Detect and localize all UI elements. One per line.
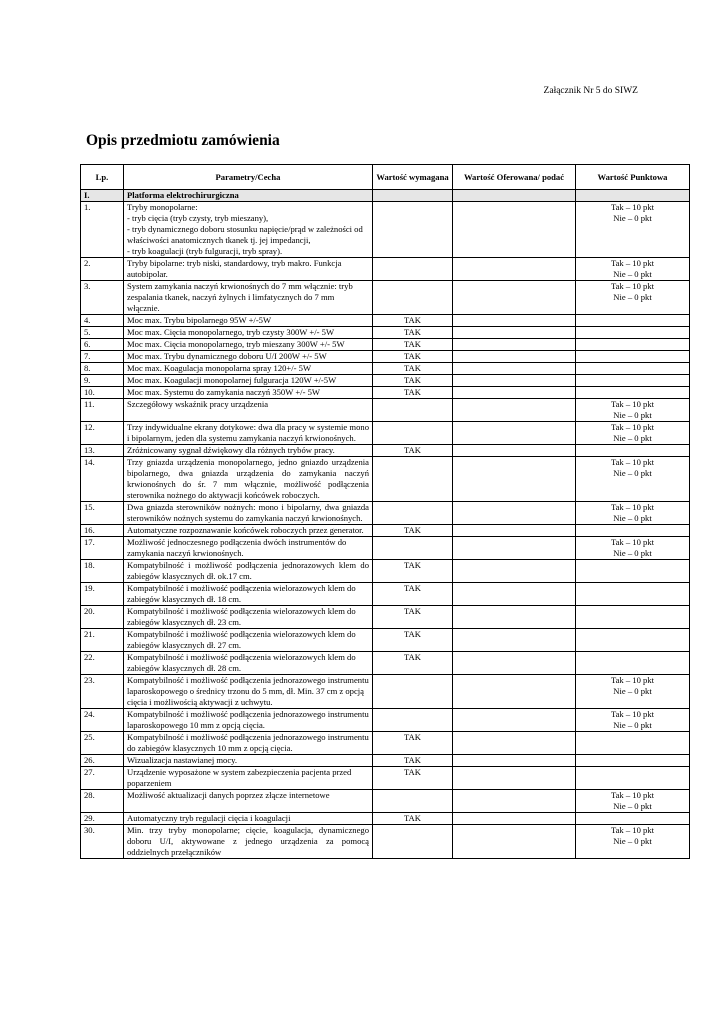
row-offered-value	[453, 525, 576, 537]
table-row	[81, 560, 690, 583]
header-parameters: Parametry/Cecha	[124, 165, 373, 190]
table-row	[81, 351, 690, 363]
table-row	[81, 399, 690, 422]
section-lp: I.	[81, 190, 124, 202]
row-lp: 2.	[81, 258, 124, 281]
specification-table	[80, 164, 690, 859]
row-parameter: Tryby bipolarne: tryb niski, standardowy, tryb makro. Funkcja autobipolar.	[124, 258, 373, 281]
row-score: Tak – 10 pkt Nie – 0 pkt	[576, 202, 690, 258]
row-parameter: Kompatybilność i możliwość podłączenia wielorazowych klem do zabiegów klasycznych dł. 18 cm.	[124, 583, 373, 606]
row-parameter: Moc max. Trybu bipolarnego 95W +/-5W	[124, 315, 373, 327]
row-lp: 27.	[81, 767, 124, 790]
row-parameter: Szczegółowy wskaźnik pracy urządzenia	[124, 399, 373, 422]
row-lp: 14.	[81, 457, 124, 502]
row-offered-value	[453, 755, 576, 767]
row-required-value: TAK	[373, 375, 453, 387]
table-row	[81, 457, 690, 502]
table-row	[81, 363, 690, 375]
row-parameter: Moc max. Systemu do zamykania naczyń 350W +/- 5W	[124, 387, 373, 399]
row-lp: 6.	[81, 339, 124, 351]
row-lp: 19.	[81, 583, 124, 606]
row-score	[576, 387, 690, 399]
table-row	[81, 675, 690, 709]
row-required-value	[373, 457, 453, 502]
row-score	[576, 315, 690, 327]
row-score	[576, 813, 690, 825]
row-required-value: TAK	[373, 755, 453, 767]
row-offered-value	[453, 399, 576, 422]
row-required-value	[373, 202, 453, 258]
row-score	[576, 629, 690, 652]
row-offered-value	[453, 583, 576, 606]
row-parameter: Kompatybilność i możliwość podłączenia wielorazowych klem do zabiegów klasycznych dł. 28 cm.	[124, 652, 373, 675]
table-row	[81, 709, 690, 732]
row-offered-value	[453, 790, 576, 813]
row-offered-value	[453, 202, 576, 258]
table-row	[81, 422, 690, 445]
row-required-value	[373, 502, 453, 525]
row-parameter: Możliwość aktualizacji danych poprzez złącze internetowe	[124, 790, 373, 813]
row-offered-value	[453, 537, 576, 560]
row-required-value: TAK	[373, 732, 453, 755]
row-score	[576, 445, 690, 457]
row-offered-value	[453, 675, 576, 709]
row-score	[576, 767, 690, 790]
row-required-value: TAK	[373, 315, 453, 327]
row-offered-value	[453, 825, 576, 859]
row-offered-value	[453, 327, 576, 339]
annex-label: Załącznik Nr 5 do SIWZ	[543, 86, 638, 96]
row-score	[576, 327, 690, 339]
header-lp: Lp.	[81, 165, 124, 190]
row-parameter: Moc max. Koagulacji monopolarnej fulguracja 120W +/-5W	[124, 375, 373, 387]
row-parameter: Moc max. Cięcia monopolarnego, tryb mieszany 300W +/- 5W	[124, 339, 373, 351]
row-required-value: TAK	[373, 767, 453, 790]
row-required-value: TAK	[373, 327, 453, 339]
row-required-value: TAK	[373, 445, 453, 457]
row-score: Tak – 10 pkt Nie – 0 pkt	[576, 457, 690, 502]
row-lp: 7.	[81, 351, 124, 363]
row-offered-value	[453, 281, 576, 315]
row-parameter: Kompatybilność i możliwość podłączenia jednorazowego instrumentu laparoskopowego o średnicy trzonu do 5 mm, dł. Min. 37 cm z opcją cięcia i możliwością aktywacji z uchwytu.	[124, 675, 373, 709]
table-header-row	[81, 165, 690, 190]
row-lp: 4.	[81, 315, 124, 327]
row-score: Tak – 10 pkt Nie – 0 pkt	[576, 422, 690, 445]
row-offered-value	[453, 422, 576, 445]
row-required-value	[373, 281, 453, 315]
row-lp: 1.	[81, 202, 124, 258]
row-score	[576, 732, 690, 755]
table-row	[81, 387, 690, 399]
row-required-value: TAK	[373, 606, 453, 629]
row-score: Tak – 10 pkt Nie – 0 pkt	[576, 709, 690, 732]
row-required-value	[373, 675, 453, 709]
row-score	[576, 652, 690, 675]
row-parameter: Moc max. Koagulacja monopolarna spray 120+/- 5W	[124, 363, 373, 375]
table-row	[81, 732, 690, 755]
row-lp: 11.	[81, 399, 124, 422]
row-parameter: Możliwość jednoczesnego podłączenia dwóch instrumentów do zamykania naczyń krwionośnych.	[124, 537, 373, 560]
page-title: Opis przedmiotu zamówienia	[86, 132, 280, 149]
row-score: Tak – 10 pkt Nie – 0 pkt	[576, 825, 690, 859]
table-row	[81, 258, 690, 281]
header-offered-value: Wartość Oferowana/ podać	[453, 165, 576, 190]
row-lp: 8.	[81, 363, 124, 375]
row-offered-value	[453, 315, 576, 327]
row-parameter: Trzy indywidualne ekrany dotykowe: dwa dla pracy w systemie mono i bipolarnym, jeden dla systemu zamykania naczyń krwionośnych.	[124, 422, 373, 445]
row-lp: 24.	[81, 709, 124, 732]
row-lp: 12.	[81, 422, 124, 445]
row-offered-value	[453, 732, 576, 755]
row-required-value: TAK	[373, 525, 453, 537]
row-score	[576, 560, 690, 583]
row-lp: 10.	[81, 387, 124, 399]
row-score	[576, 606, 690, 629]
row-score: Tak – 10 pkt Nie – 0 pkt	[576, 790, 690, 813]
header-score: Wartość Punktowa	[576, 165, 690, 190]
row-required-value: TAK	[373, 560, 453, 583]
row-parameter: Zróżnicowany sygnał dźwiękowy dla różnych trybów pracy.	[124, 445, 373, 457]
table-row	[81, 825, 690, 859]
row-offered-value	[453, 502, 576, 525]
row-lp: 30.	[81, 825, 124, 859]
row-required-value: TAK	[373, 363, 453, 375]
header-required-value: Wartość wymagana	[373, 165, 453, 190]
row-score: Tak – 10 pkt Nie – 0 pkt	[576, 537, 690, 560]
table-row	[81, 339, 690, 351]
table-row	[81, 281, 690, 315]
table-row	[81, 790, 690, 813]
row-parameter: Urządzenie wyposażone w system zabezpieczenia pacjenta przed poparzeniem	[124, 767, 373, 790]
row-lp: 29.	[81, 813, 124, 825]
row-parameter: Kompatybilność i możliwość podłączenia jednorazowych klem do zabiegów klasycznych dł. ok.17 cm.	[124, 560, 373, 583]
row-score: Tak – 10 pkt Nie – 0 pkt	[576, 258, 690, 281]
row-parameter: Trzy gniazda urządzenia monopolarnego, jedno gniazdo urządzenia bipolarnego, dwa gniazda urządzenia do zamykania naczyń krwionośnych do śr. 7 mm włącznie, możliwość podłączenia sterownika nożnego do aktywacji końcówek roboczych.	[124, 457, 373, 502]
table-row	[81, 375, 690, 387]
row-required-value: TAK	[373, 583, 453, 606]
row-parameter: Kompatybilność i możliwość podłączenia wielorazowych klem do zabiegów klasycznych dł. 27 cm.	[124, 629, 373, 652]
row-required-value: TAK	[373, 339, 453, 351]
row-lp: 18.	[81, 560, 124, 583]
row-required-value	[373, 258, 453, 281]
table-row	[81, 767, 690, 790]
row-offered-value	[453, 629, 576, 652]
row-offered-value	[453, 351, 576, 363]
table-row	[81, 652, 690, 675]
row-score: Tak – 10 pkt Nie – 0 pkt	[576, 675, 690, 709]
table-row	[81, 202, 690, 258]
table-row	[81, 606, 690, 629]
row-lp: 26.	[81, 755, 124, 767]
table-row	[81, 583, 690, 606]
row-parameter: Automatyczny tryb regulacji cięcia i koagulacji	[124, 813, 373, 825]
table-row	[81, 502, 690, 525]
row-parameter: Min. trzy tryby monopolarne; cięcie, koagulacja, dynamicznego doboru U/I, aktywowane z jednego urządzenia za pomocą oddzielnych przełączników	[124, 825, 373, 859]
row-lp: 21.	[81, 629, 124, 652]
row-offered-value	[453, 813, 576, 825]
row-offered-value	[453, 445, 576, 457]
row-parameter: Moc max. Cięcia monopolarnego, tryb czysty 300W +/- 5W	[124, 327, 373, 339]
row-lp: 17.	[81, 537, 124, 560]
row-offered-value	[453, 375, 576, 387]
row-score: Tak – 10 pkt Nie – 0 pkt	[576, 502, 690, 525]
row-lp: 20.	[81, 606, 124, 629]
row-parameter: Dwa gniazda sterowników nożnych: mono i bipolarny, dwa gniazda sterowników nożnych systemu do zamykania naczyń krwionośnych.	[124, 502, 373, 525]
row-lp: 9.	[81, 375, 124, 387]
row-offered-value	[453, 339, 576, 351]
table-row	[81, 813, 690, 825]
table-row	[81, 327, 690, 339]
table-row	[81, 755, 690, 767]
row-required-value	[373, 422, 453, 445]
row-parameter: Tryby monopolarne: - tryb cięcia (tryb czysty, tryb mieszany), - tryb dynamicznego doboru stosunku napięcie/prąd w zależności od właściwości anatomicznych tkanek tj. jej impedancji, - tryb koagulacji (tryb fulguracji, tryb spray).	[124, 202, 373, 258]
row-parameter: Kompatybilność i możliwość podłączenia jednorazowego instrumentu do zabiegów klasycznych 10 mm z opcją cięcia.	[124, 732, 373, 755]
row-score	[576, 351, 690, 363]
row-offered-value	[453, 457, 576, 502]
row-lp: 5.	[81, 327, 124, 339]
row-offered-value	[453, 363, 576, 375]
row-required-value: TAK	[373, 351, 453, 363]
row-lp: 28.	[81, 790, 124, 813]
row-required-value: TAK	[373, 387, 453, 399]
section-name: Platforma elektrochirurgiczna	[124, 190, 373, 202]
row-required-value: TAK	[373, 652, 453, 675]
row-parameter: Wizualizacja nastawianej mocy.	[124, 755, 373, 767]
row-required-value	[373, 790, 453, 813]
row-offered-value	[453, 652, 576, 675]
row-parameter: System zamykania naczyń krwionośnych do 7 mm włącznie: tryb zespalania tkanek, naczyń żylnych i limfatycznych do 7 mm włącznie.	[124, 281, 373, 315]
row-required-value	[373, 399, 453, 422]
row-offered-value	[453, 709, 576, 732]
table-row	[81, 525, 690, 537]
row-score	[576, 375, 690, 387]
row-required-value	[373, 709, 453, 732]
row-score: Tak – 10 pkt Nie – 0 pkt	[576, 399, 690, 422]
row-score	[576, 525, 690, 537]
table-row	[81, 445, 690, 457]
row-offered-value	[453, 258, 576, 281]
row-score	[576, 755, 690, 767]
row-lp: 22.	[81, 652, 124, 675]
row-offered-value	[453, 560, 576, 583]
row-required-value: TAK	[373, 629, 453, 652]
row-offered-value	[453, 387, 576, 399]
row-lp: 13.	[81, 445, 124, 457]
row-parameter: Kompatybilność i możliwość podłączenia jednorazowego instrumentu laparoskopowego 10 mm z opcją cięcia.	[124, 709, 373, 732]
row-required-value	[373, 537, 453, 560]
row-lp: 16.	[81, 525, 124, 537]
table-row	[81, 537, 690, 560]
row-required-value	[373, 825, 453, 859]
row-score	[576, 583, 690, 606]
row-offered-value	[453, 606, 576, 629]
row-lp: 3.	[81, 281, 124, 315]
table-row	[81, 629, 690, 652]
row-lp: 15.	[81, 502, 124, 525]
row-score: Tak – 10 pkt Nie – 0 pkt	[576, 281, 690, 315]
row-parameter: Moc max. Trybu dynamicznego doboru U/I 200W +/- 5W	[124, 351, 373, 363]
row-lp: 25.	[81, 732, 124, 755]
row-score	[576, 363, 690, 375]
row-score	[576, 339, 690, 351]
table-row	[81, 315, 690, 327]
row-parameter: Kompatybilność i możliwość podłączenia wielorazowych klem do zabiegów klasycznych dł. 23 cm.	[124, 606, 373, 629]
row-required-value: TAK	[373, 813, 453, 825]
row-lp: 23.	[81, 675, 124, 709]
row-parameter: Automatyczne rozpoznawanie końcówek roboczych przez generator.	[124, 525, 373, 537]
section-row	[81, 190, 690, 202]
row-offered-value	[453, 767, 576, 790]
